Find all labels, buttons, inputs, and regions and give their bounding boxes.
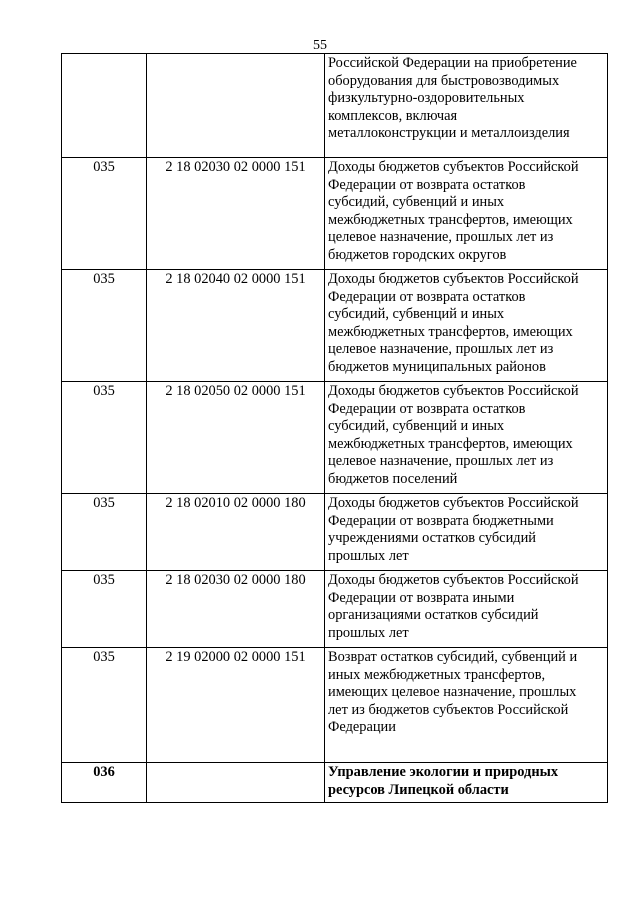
description-line: субсидий, субвенций и иных <box>328 418 505 434</box>
description-cell <box>325 494 608 571</box>
income-code-cell: 2 18 02040 02 0000 151 <box>147 270 325 382</box>
table-row <box>62 382 608 494</box>
description-line: Федерации <box>328 719 396 735</box>
description-line: иных межбюджетных трансфертов, <box>328 666 546 683</box>
table-row <box>62 763 608 803</box>
description-line: учреждениями остатков субсидий <box>328 530 536 546</box>
description-line: Федерации от возврата остатков <box>328 288 526 305</box>
description-line: имеющих целевое назначение, прошлых <box>328 684 577 700</box>
description-line: субсидий, субвенций и иных <box>328 306 505 322</box>
description-cell <box>325 648 608 763</box>
description-cell <box>325 54 608 158</box>
description-line: ресурсов Липецкой области <box>328 781 509 798</box>
table-row <box>62 158 608 270</box>
description-cell <box>325 158 608 270</box>
description-line: целевое назначение, прошлых лет из <box>328 229 554 245</box>
admin-code-cell: 035 <box>62 382 147 494</box>
description-cell <box>325 571 608 648</box>
description-line: Федерации от возврата остатков <box>328 400 526 417</box>
income-code-cell: 2 18 02010 02 0000 180 <box>147 494 325 571</box>
table-row <box>62 494 608 571</box>
description-line: прошлых лет <box>328 547 409 564</box>
table-row <box>62 270 608 382</box>
description-line: бюджетов муниципальных районов <box>328 358 546 375</box>
admin-code-cell: 035 <box>62 571 147 648</box>
income-code-cell <box>147 54 325 158</box>
page-number: 55 <box>313 38 327 53</box>
description-line: Федерации от возврата иными <box>328 589 515 606</box>
description-line: Доходы бюджетов субъектов Российской <box>328 383 579 399</box>
description-line: Федерации от возврата бюджетными <box>328 512 554 529</box>
description-line: межбюджетных трансфертов, имеющих <box>328 211 573 228</box>
description-line: Управление экологии и природных <box>328 764 559 780</box>
table-body <box>62 54 608 803</box>
income-code-cell: 2 18 02030 02 0000 151 <box>147 158 325 270</box>
description-line: оборудования для быстровозводимых <box>328 72 560 89</box>
description-line: бюджетов городских округов <box>328 246 507 263</box>
description-line: физкультурно-оздоровительных <box>328 90 525 106</box>
description-line: Возврат остатков субсидий, субвенций и <box>328 649 578 665</box>
description-line: металлоконструкции и металлоизделия <box>328 125 570 141</box>
income-code-cell: 2 18 02030 02 0000 180 <box>147 571 325 648</box>
admin-code-cell: 035 <box>62 494 147 571</box>
description-line: Российской Федерации на приобретение <box>328 55 577 71</box>
description-line: комплексов, включая <box>328 107 458 124</box>
description-line: субсидий, субвенций и иных <box>328 194 505 210</box>
income-code-cell <box>147 763 325 803</box>
description-cell <box>325 763 608 803</box>
description-line: межбюджетных трансфертов, имеющих <box>328 323 573 340</box>
description-line: Доходы бюджетов субъектов Российской <box>328 495 579 511</box>
description-line: прошлых лет <box>328 624 409 641</box>
description-line: Федерации от возврата остатков <box>328 176 526 193</box>
table-row <box>62 571 608 648</box>
admin-code-cell <box>62 54 147 158</box>
admin-code-cell: 036 <box>62 763 147 803</box>
description-line: Доходы бюджетов субъектов Российской <box>328 271 579 287</box>
description-line: Доходы бюджетов субъектов Российской <box>328 159 579 175</box>
description-cell <box>325 382 608 494</box>
description-line: лет из бюджетов субъектов Российской <box>328 701 569 718</box>
description-line: организациями остатков субсидий <box>328 607 539 623</box>
description-line: целевое назначение, прошлых лет из <box>328 341 554 357</box>
table-row <box>62 648 608 763</box>
description-line: межбюджетных трансфертов, имеющих <box>328 435 573 452</box>
admin-code-cell: 035 <box>62 648 147 763</box>
description-cell <box>325 270 608 382</box>
table-row <box>62 54 608 158</box>
income-code-cell: 2 18 02050 02 0000 151 <box>147 382 325 494</box>
budget-classification-table <box>61 53 608 803</box>
description-line: Доходы бюджетов субъектов Российской <box>328 572 579 588</box>
description-line: целевое назначение, прошлых лет из <box>328 453 554 469</box>
income-code-cell: 2 19 02000 02 0000 151 <box>147 648 325 763</box>
description-line: бюджетов поселений <box>328 470 458 487</box>
admin-code-cell: 035 <box>62 158 147 270</box>
admin-code-cell: 035 <box>62 270 147 382</box>
